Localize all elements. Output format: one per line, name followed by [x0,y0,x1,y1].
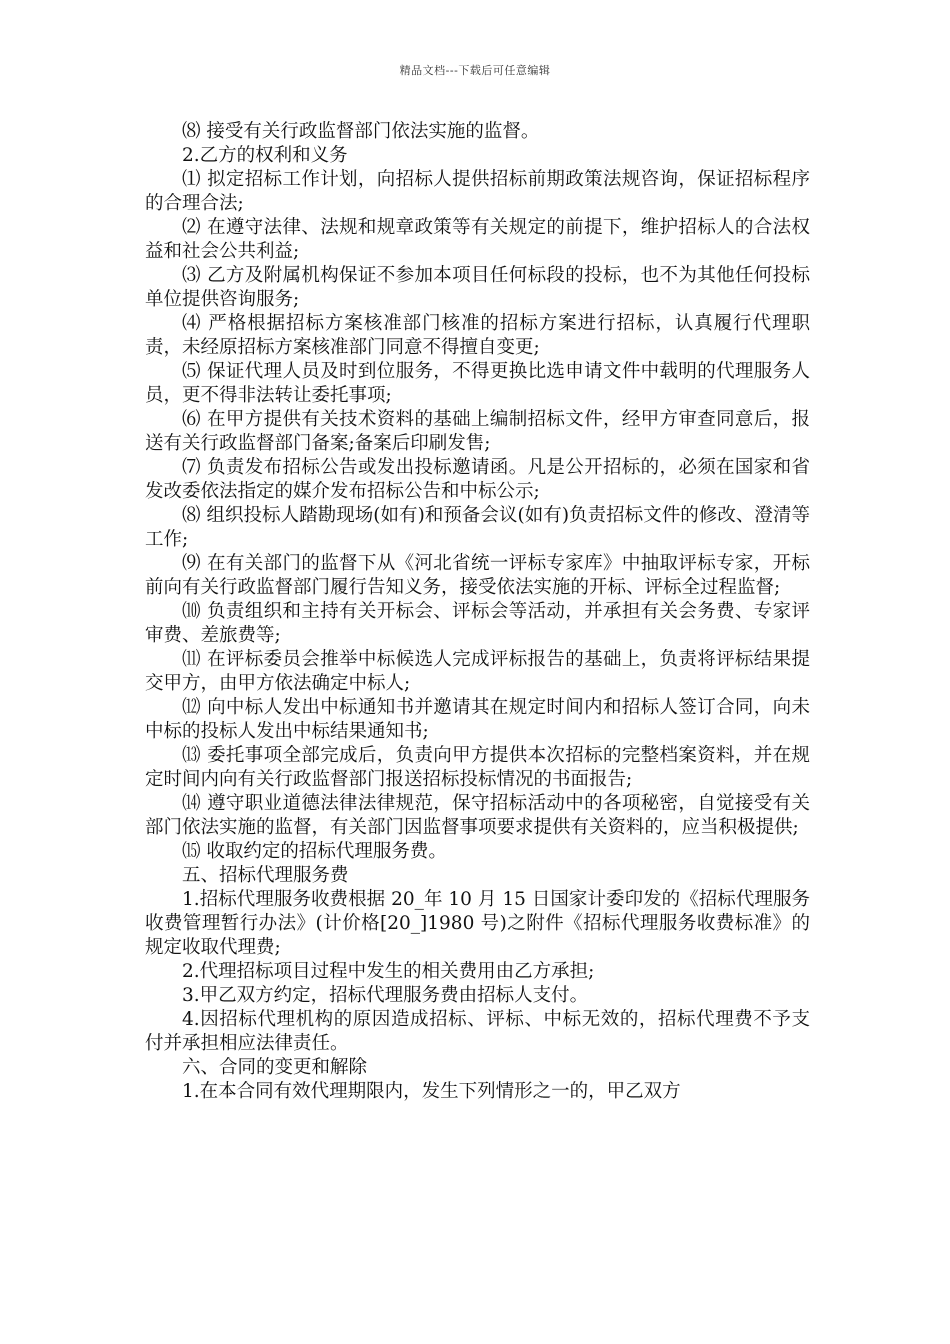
paragraph-11: ⑼ 在有关部门的监督下从《河北省统一评标专家库》中抽取评标专家，开标前向有关行政监督部门履行告知义务，接受依法实施的开标、评标全过程监督; [145,553,810,598]
paragraph-20: 2.代理招标项目过程中发生的相关费用由乙方承担; [182,961,595,982]
paragraph-13: ⑾ 在评标委员会推举中标候选人完成评标报告的基础上，负责将评标结果提交甲方，由甲方依法确定中标人; [145,649,810,694]
paragraph-4: ⑵ 在遵守法律、法规和规章政策等有关规定的前提下，维护招标人的合法权益和社会公共利益; [145,217,810,262]
document-body [145,120,810,1104]
paragraph-1: ⑻ 接受有关行政监督部门依法实施的监督。 [182,121,540,142]
paragraph-19: 1.招标代理服务收费根据 20_年 10 月 15 日国家计委印发的《招标代理服务收费管理暂行办法》(计价格[20_]1980 号)之附件《招标代理服务收费标准》的规定收取代理费; [145,889,810,958]
section-heading-service-fee: 五、招标代理服务费 [182,865,349,886]
paragraph-21: 3.甲乙双方约定，招标代理服务费由招标人支付。 [182,985,589,1006]
paragraph-9: ⑺ 负责发布招标公告或发出投标邀请函。凡是公开招标的，必须在国家和省发改委依法指定的媒介发布招标公告和中标公示; [145,457,810,502]
section-heading-party-b-rights: 2.乙方的权利和义务 [182,145,348,166]
paragraph-7: ⑸ 保证代理人员及时到位服务，不得更换比选申请文件中载明的代理服务人员，更不得非法转让委托事项; [145,361,810,406]
paragraph-15: ⒀ 委托事项全部完成后，负责向甲方提供本次招标的完整档案资料，并在规定时间内向有关行政监督部门报送招标投标情况的书面报告; [145,745,810,790]
paragraph-17: ⒂ 收取约定的招标代理服务费。 [182,841,447,862]
paragraph-3: ⑴ 拟定招标工作计划，向招标人提供招标前期政策法规咨询，保证招标程序的合理合法; [145,169,810,214]
page-header: 精品文档---下载后可任意编辑 [399,64,551,77]
paragraph-14: ⑿ 向中标人发出中标通知书并邀请其在规定时间内和招标人签订合同，向未中标的投标人发出中标结果通知书; [145,697,810,742]
paragraph-24: 1.在本合同有效代理期限内，发生下列情形之一的，甲乙双方 [182,1081,681,1102]
paragraph-5: ⑶ 乙方及附属机构保证不参加本项目任何标段的投标，也不为其他任何投标单位提供咨询服务; [145,265,810,310]
paragraph-12: ⑽ 负责组织和主持有关开标会、评标会等活动，并承担有关会务费、专家评审费、差旅费等; [145,601,810,646]
section-heading-contract-change: 六、合同的变更和解除 [182,1057,368,1078]
paragraph-8: ⑹ 在甲方提供有关技术资料的基础上编制招标文件，经甲方审查同意后，报送有关行政监督部门备案;备案后印刷发售; [145,409,810,454]
paragraph-10: ⑻ 组织投标人踏勘现场(如有)和预备会议(如有)负责招标文件的修改、澄清等工作; [145,505,810,550]
paragraph-22: 4.因招标代理机构的原因造成招标、评标、中标无效的，招标代理费不予支付并承担相应法律责任。 [145,1009,810,1054]
paragraph-16: ⒁ 遵守职业道德法律法律规范，保守招标活动中的各项秘密，自觉接受有关部门依法实施的监督，有关部门因监督事项要求提供有关资料的，应当积极提供; [145,793,810,838]
paragraph-6: ⑷ 严格根据招标方案核准部门核准的招标方案进行招标，认真履行代理职责，未经原招标方案核准部门同意不得擅自变更; [145,313,810,358]
